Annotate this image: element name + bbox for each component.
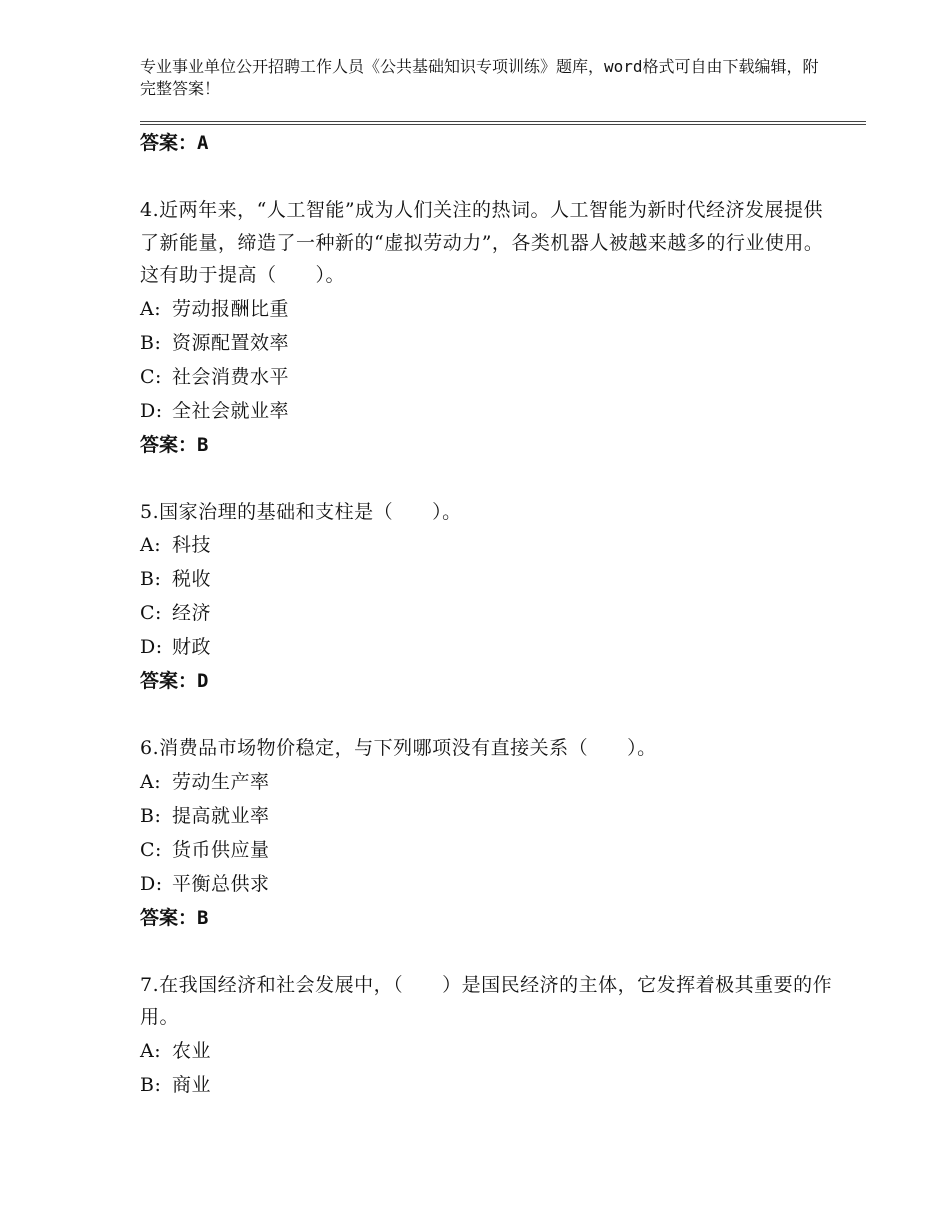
option-letter: B: — [140, 1073, 162, 1096]
option-text: 社会消费水平 — [172, 365, 290, 388]
option-letter: A: — [140, 534, 162, 556]
option-d — [140, 394, 840, 428]
option-c — [140, 596, 840, 630]
question-text: 7.在我国经济和社会发展中，（ ）是国民经济的主体，它发挥着极其重要的作用。 — [140, 973, 833, 1028]
spacer — [140, 160, 840, 194]
option-d — [140, 867, 840, 901]
option-b — [140, 326, 840, 360]
question-text: 5.国家治理的基础和支柱是（ ）。 — [140, 500, 462, 523]
spacer — [140, 462, 840, 496]
spacer — [140, 698, 840, 732]
question-block — [140, 194, 840, 462]
option-text: 货币供应量 — [172, 838, 270, 861]
question-block — [140, 496, 840, 699]
question-text: 4.近两年来，“人工智能”成为人们关注的热词。人工智能为新时代经济发展提供了新能量，缔造了一种新的“虚拟劳动力”，各类机器人被越来越多的行业使用。这有助于提高（ ）。 — [140, 199, 824, 286]
option-letter: A: — [140, 770, 162, 793]
option-text: 税收 — [172, 568, 212, 590]
option-letter: D: — [140, 872, 163, 895]
option-c — [140, 833, 840, 867]
option-letter: C: — [140, 365, 162, 388]
option-text: 全社会就业率 — [172, 399, 290, 422]
question-list — [140, 126, 840, 1102]
option-letter: B: — [140, 568, 162, 590]
option-text: 劳动生产率 — [172, 770, 270, 793]
spacer — [140, 935, 840, 969]
document-header: 专业事业单位公开招聘工作人员《公共基础知识专项训练》题库，word格式可自由下载编辑，附完整答案！ — [140, 57, 819, 98]
option-text: 商业 — [172, 1073, 212, 1096]
option-letter: A: — [140, 1039, 162, 1062]
option-b — [140, 799, 840, 833]
question-text: 6.消费品市场物价稳定，与下列哪项没有直接关系（ ）。 — [140, 737, 657, 759]
question-block — [140, 969, 840, 1102]
option-letter: A: — [140, 297, 162, 320]
header-divider — [140, 121, 866, 125]
option-a — [140, 765, 840, 799]
option-text: 经济 — [172, 602, 212, 624]
answer-line: 答案：B — [140, 906, 209, 929]
option-text: 科技 — [172, 534, 212, 556]
option-a — [140, 292, 840, 326]
option-letter: D: — [140, 636, 163, 658]
option-a — [140, 528, 840, 562]
option-b — [140, 1068, 840, 1102]
option-text: 资源配置效率 — [172, 331, 290, 354]
option-text: 农业 — [172, 1039, 212, 1062]
option-d — [140, 630, 840, 664]
option-letter: C: — [140, 838, 162, 861]
option-c — [140, 360, 840, 394]
option-letter: B: — [140, 331, 162, 354]
option-text: 劳动报酬比重 — [172, 297, 290, 320]
answer-line: 答案：D — [140, 670, 209, 692]
option-text: 提高就业率 — [172, 804, 270, 827]
answer-line: 答案：A — [140, 132, 209, 154]
option-letter: B: — [140, 804, 162, 827]
option-text: 平衡总供求 — [172, 872, 270, 895]
option-b — [140, 562, 840, 596]
option-letter: C: — [140, 602, 162, 624]
answer-line: 答案：B — [140, 433, 209, 456]
option-text: 财政 — [172, 636, 212, 658]
option-letter: D: — [140, 399, 163, 422]
option-a — [140, 1034, 840, 1068]
question-block — [140, 732, 840, 935]
